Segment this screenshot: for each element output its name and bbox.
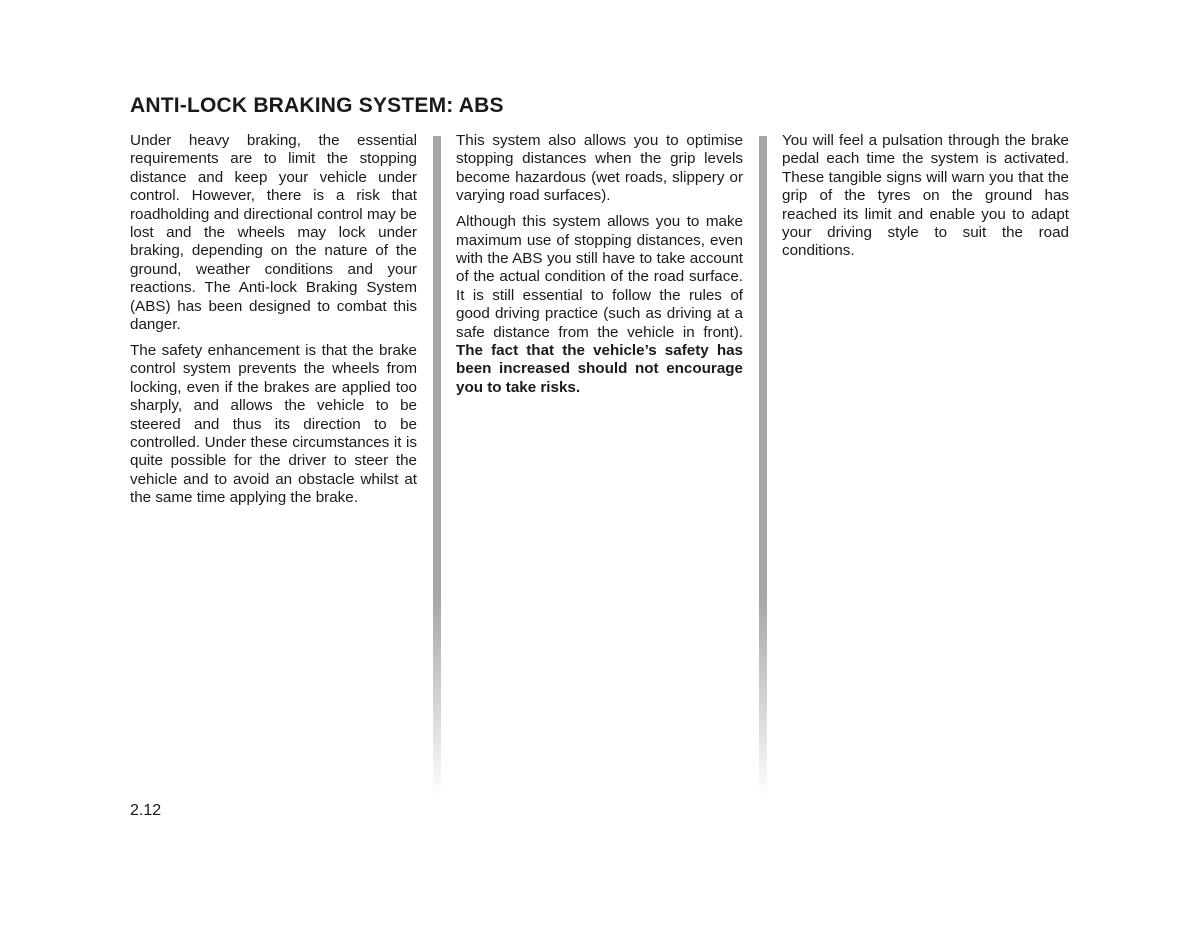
paragraph: This system also allows you to optimise stopping distances when the grip levels become hazardous (wet roads, slippery or varying road surfaces). [456,132,743,205]
paragraph: You will feel a pulsation through the brake pedal each time the system is activated. These tangible signs will warn you that the grip of the tyres on the ground has reached its limit and enable you to adapt your driving style to suit the road conditions. [782,132,1069,260]
column-divider [433,136,441,796]
paragraph-text: Although this system allows you to make maximum use of stopping distances, even with the ABS you still have to take account of the actual condition of the road surface. It is still essential to follow the rules of good driving practice (such as driving at a safe distance from the vehicle in front). [456,213,743,341]
page-title: ANTI-LOCK BRAKING SYSTEM: ABS [130,94,504,117]
text-column-3 [782,132,1069,268]
paragraph: Under heavy braking, the essential requirements are to limit the stopping distance and keep your vehicle under control. However, there is a risk that roadholding and directional control may be lost and the wheels may lock under braking, depending on the nature of the ground, weather conditions and your reactions. The Anti-lock Braking System (ABS) has been designed to combat this danger. [130,132,417,334]
safety-warning-text: The fact that the vehicle’s safety has been increased should not encourage you to take risks. [456,341,743,396]
text-column-1 [130,132,417,515]
paragraph: The safety enhancement is that the brake control system prevents the wheels from locking, even if the brakes are applied too sharply, and allows the vehicle to be steered and thus its direction to be controlled. Under these circumstances it is quite possible for the driver to steer the vehicle and to avoid an obstacle whilst at the same time applying the brake. [130,341,417,507]
column-divider [759,136,767,796]
paragraph [456,213,743,397]
text-column-2 [456,132,743,405]
page-number: 2.12 [130,802,162,819]
